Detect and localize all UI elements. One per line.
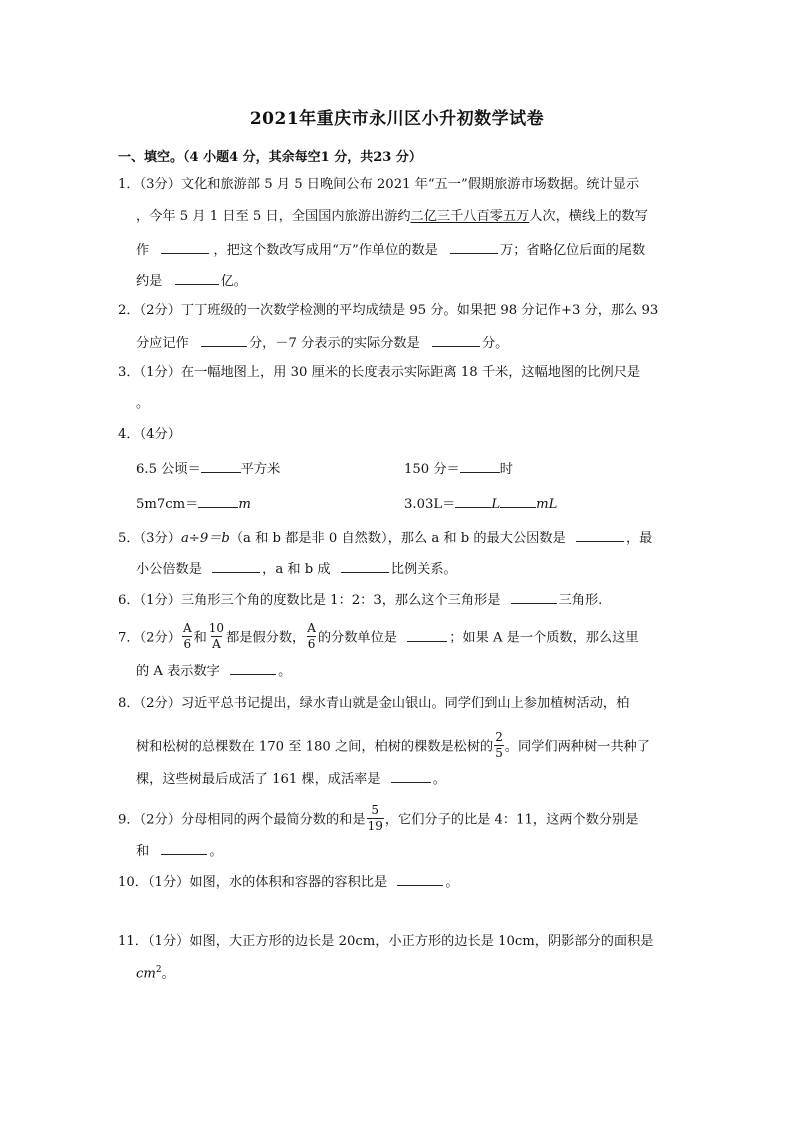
q11-unit-exponent: 2 (155, 965, 162, 975)
q5-text: 小公倍数是 (136, 562, 202, 577)
fraction-a-over-6 (306, 622, 317, 650)
q4-text: 5m7cm＝ (136, 497, 199, 512)
section-heading: 一、填空。（4 小题4 分，其余每空1 分，共23 分） (118, 150, 422, 165)
fraction-5-over-19 (367, 804, 384, 832)
q11-unit: cm (136, 966, 156, 982)
q4-item-c (136, 496, 251, 511)
q8-text: 棵，这些树最后成活了 161 棵，成活率是 (136, 772, 381, 787)
q10-text: 。 (445, 875, 459, 890)
q1-line-4 (136, 273, 247, 288)
answer-blank[interactable] (397, 874, 443, 886)
fraction-denominator: 6 (307, 636, 316, 651)
q1-line-2 (136, 210, 648, 223)
q7-text: ；如果 A 是一个质数，那么这里 (449, 630, 639, 646)
answer-blank[interactable] (230, 663, 276, 675)
q9-line-2 (136, 843, 223, 858)
fraction-denominator: 5 (495, 745, 503, 760)
fraction-denominator: 6 (183, 636, 192, 651)
q4-text: 150 分＝ (404, 462, 460, 477)
q7-text: 都是假分数， (226, 630, 306, 646)
fraction-numerator: 2 (495, 730, 503, 744)
q4-text: 6.5 公顷＝ (136, 462, 201, 477)
q9-text: 和 (136, 844, 150, 859)
answer-blank[interactable] (201, 461, 241, 473)
q5-text: ，a 和 b 成 (262, 562, 331, 577)
answer-blank[interactable] (576, 530, 624, 542)
q4-text: 3.03L＝ (404, 497, 456, 512)
answer-blank[interactable] (161, 843, 207, 855)
answer-blank[interactable] (511, 592, 557, 604)
q5-line-2 (136, 561, 457, 576)
fraction-numerator: 10 (208, 621, 225, 635)
q1-underlined-number: 二亿三千八百零五万 (410, 209, 530, 224)
answer-blank[interactable] (175, 273, 219, 285)
answer-blank[interactable] (407, 630, 447, 642)
q3-line-1: 3．（1分）在一幅地图上，用 30 厘米的长度表示实际距离 18 千米，这幅地图的比例尺是 (118, 365, 641, 380)
answer-blank[interactable] (212, 561, 260, 573)
q1-text: 万；省略亿位后面的尾数 (500, 243, 646, 258)
q5-text: ，最 (625, 531, 653, 546)
answer-blank[interactable] (455, 496, 491, 508)
q5-text: 5．（3分） (118, 531, 181, 546)
q9-line-1 (118, 803, 639, 834)
q7-line-2 (136, 663, 291, 678)
q9-text: ，它们分子的比是 4：11，这两个数分别是 (384, 812, 639, 828)
q8-text: 。同学们两种树一共种了 (504, 739, 650, 755)
answer-blank[interactable] (460, 461, 500, 473)
answer-blank[interactable] (341, 561, 389, 573)
q1-text: ，把这个数改写成用“万”作单位的数是 (213, 243, 438, 258)
q2-text: 分应记作 (136, 336, 189, 351)
answer-blank[interactable] (391, 771, 431, 783)
fraction-a-over-6 (182, 622, 193, 650)
q11-line-1: 11．（1分）如图，大正方形的边长是 20cm，小正方形的边长是 10cm，阴影部分的面积是 (118, 934, 654, 949)
q7-text: 7．（2分） (118, 630, 181, 646)
q8-text: 树和松树的总棵数在 170 至 180 之间，柏树的棵数是松树的 (136, 739, 494, 755)
q3-line-2: 。 (136, 396, 150, 411)
q6-text: 三角形. (558, 593, 603, 608)
q8-line-3 (136, 771, 446, 786)
fraction-denominator: A (212, 636, 221, 651)
exam-title: 2021年重庆市永川区小升初数学试卷 (249, 109, 545, 129)
answer-blank[interactable] (161, 242, 209, 254)
fraction-numerator: A (182, 621, 192, 635)
q9-text: 9．（2分）分母相同的两个最简分数的和是 (118, 812, 366, 828)
q7-text: 的分数单位是 (317, 630, 397, 646)
fraction-denominator: 19 (367, 818, 383, 833)
q1-text: 约是 (136, 274, 163, 289)
q4-text: L (491, 497, 501, 512)
q4-text: mL (536, 497, 558, 512)
answer-blank[interactable] (198, 496, 238, 508)
q10-line-1 (118, 874, 459, 889)
q5-formula: a÷9＝b (180, 531, 230, 546)
q7-text: 的 A 表示数字 (136, 664, 220, 679)
q5-line-1 (118, 530, 652, 545)
q4-text: m (238, 497, 251, 512)
q7-line-1 (118, 621, 639, 652)
q11-line-2 (136, 966, 175, 981)
q1-text: 作 (136, 243, 150, 258)
fraction-numerator: A (307, 621, 316, 635)
answer-blank[interactable] (201, 335, 247, 347)
q4-item-d (404, 496, 557, 511)
q5-text: （a 和 b 都是非 0 自然数），那么 a 和 b 的最大公因数是 (229, 531, 566, 546)
q1-text: ，今年 5 月 1 日至 5 日，全国国内旅游出游约 (136, 209, 411, 224)
fraction-10-over-a (208, 622, 225, 650)
q10-text: 10．（1分）如图，水的体积和容器的容积比是 (118, 875, 388, 890)
q4-text: 平方米 (240, 462, 281, 477)
answer-blank[interactable] (450, 242, 498, 254)
q4-text: 时 (499, 462, 513, 477)
q4-heading: 4．（4分） (118, 427, 181, 442)
fraction-numerator: 5 (371, 803, 380, 817)
q1-text: 人次，横线上的数写 (529, 209, 648, 224)
q2-line-2 (136, 335, 508, 350)
q6-text: 6．（1分）三角形三个角的度数比是 1：2：3，那么这个三角形是 (118, 593, 501, 608)
q4-item-a (136, 461, 280, 476)
q11-text: 。 (161, 966, 175, 982)
q1-line-3 (136, 242, 645, 257)
q1-line-1: 1．（3分）文化和旅游部 5 月 5 日晚间公布 2021 年“五一”假期旅游市场数据。统计显示 (118, 177, 640, 192)
q7-text: 和 (193, 630, 207, 646)
q9-text: 。 (209, 844, 223, 859)
q6-line-1 (118, 592, 602, 607)
fraction-2-over-5 (494, 731, 504, 759)
q8-line-1: 8．（2分）习近平总书记提出，绿水青山就是金山银山。同学们到山上参加植树活动，柏 (118, 696, 630, 711)
q4-item-b (404, 461, 513, 476)
q1-text: 亿。 (220, 274, 247, 289)
q2-line-1: 2．（2分）丁丁班级的一次数学检测的平均成绩是 95 分。如果把 98 分记作+3 分，那么 93 (118, 303, 659, 318)
q2-text: 分。 (482, 336, 509, 351)
answer-blank[interactable] (500, 496, 536, 508)
answer-blank[interactable] (432, 335, 480, 347)
q5-text: 比例关系。 (390, 562, 457, 577)
q8-line-2 (136, 730, 650, 761)
q2-text: 分，－7 分表示的实际分数是 (248, 336, 420, 351)
q8-text: 。 (432, 772, 446, 787)
q7-text: 。 (278, 664, 292, 679)
